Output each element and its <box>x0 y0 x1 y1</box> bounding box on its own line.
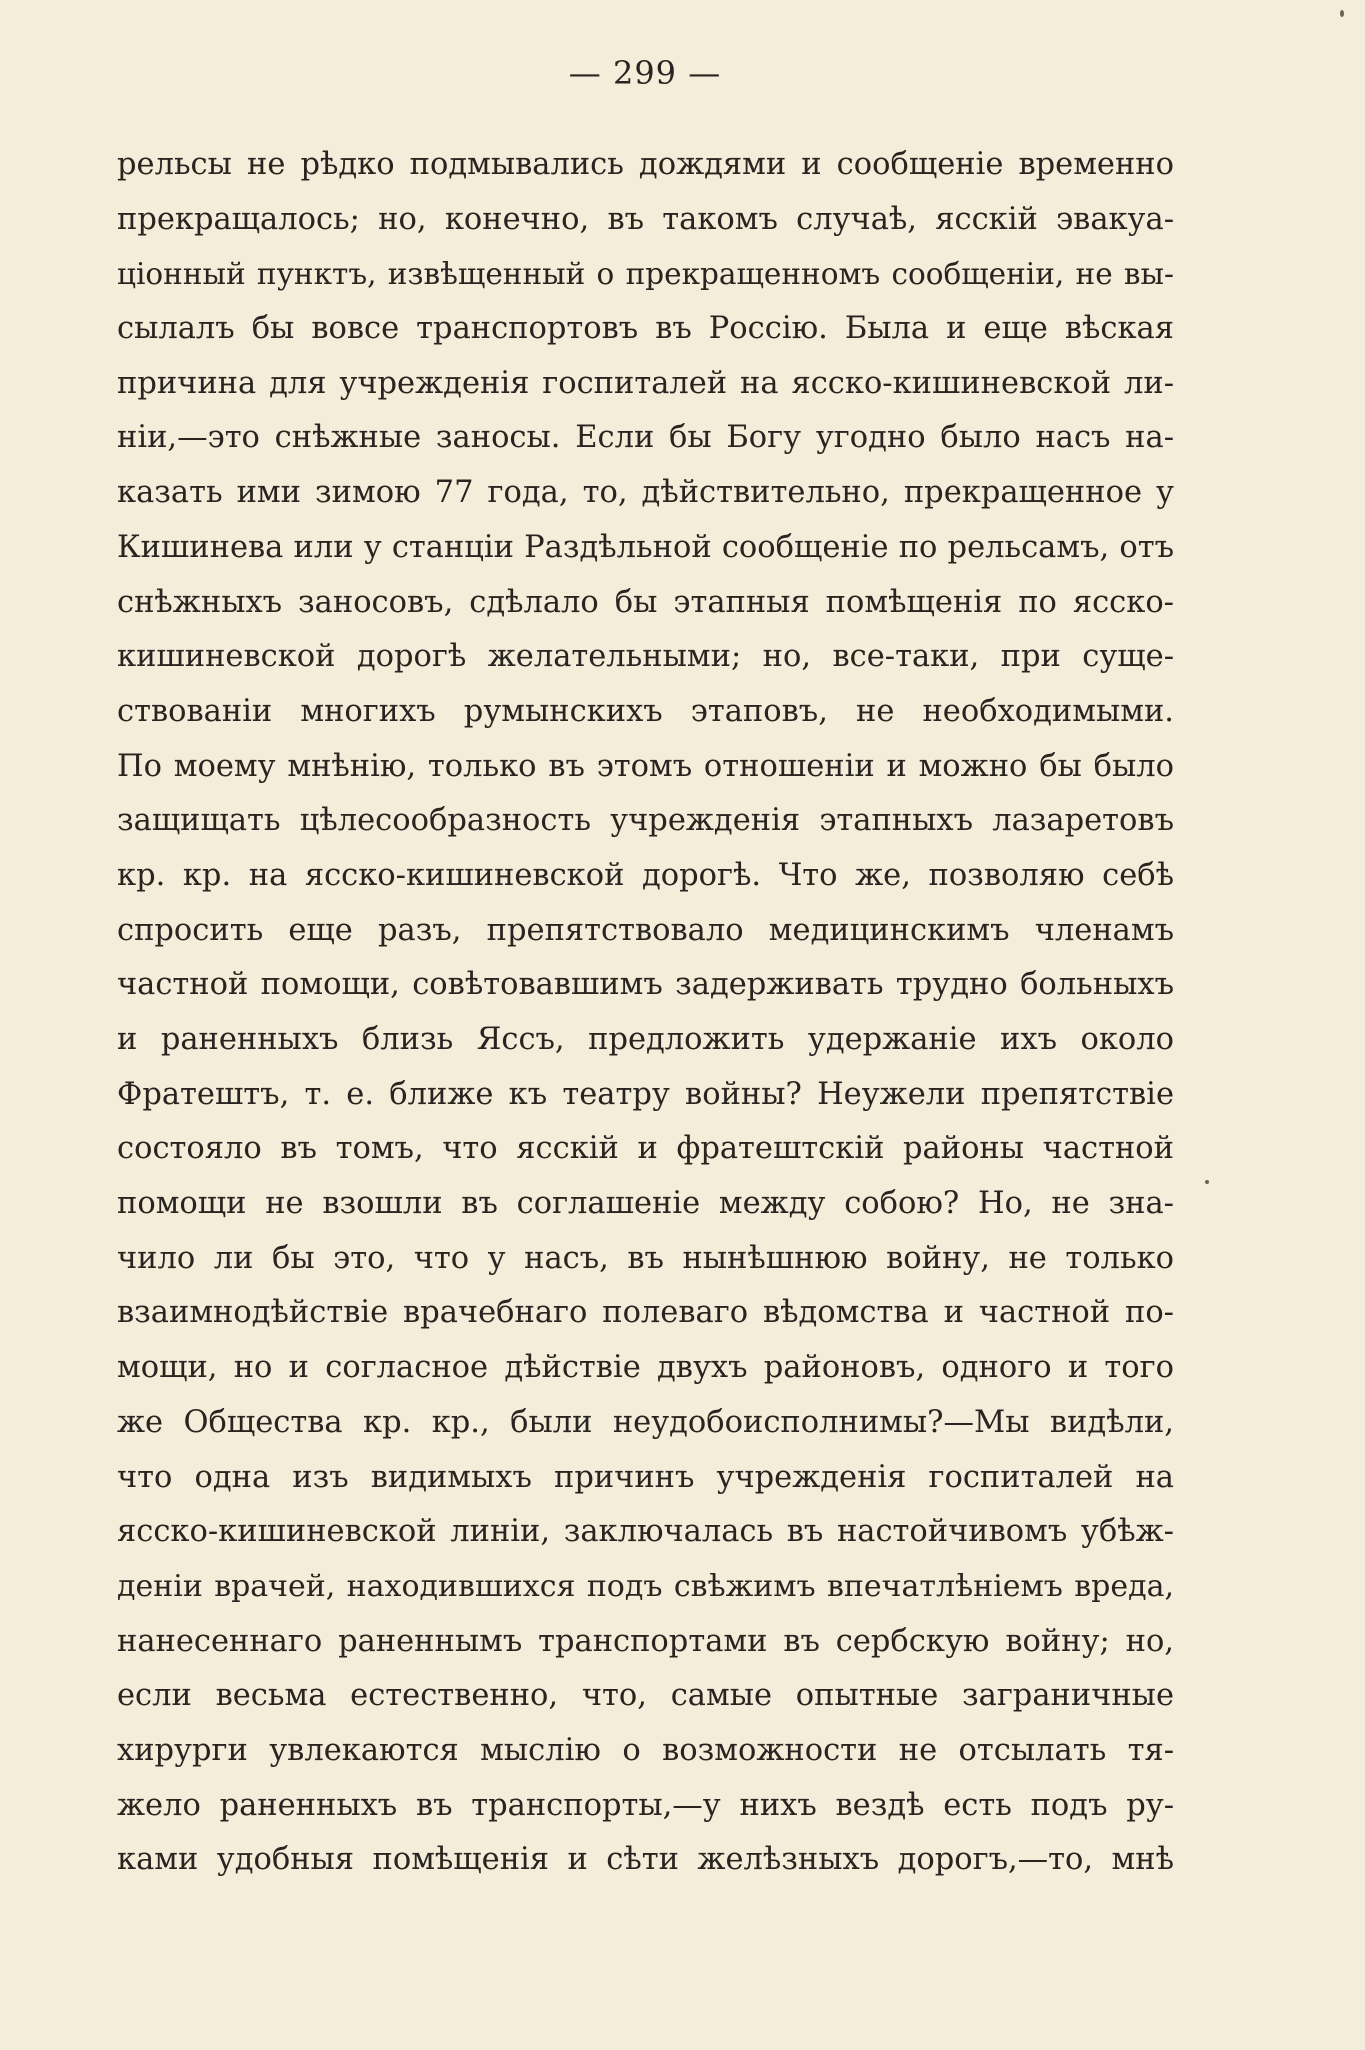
text-line: помощи не взошли въ соглашеніе между собою? Но, не зна- <box>117 1186 1174 1222</box>
text-line: мощи, но и согласное дѣйствіе двухъ районовъ, одного и того <box>117 1350 1174 1386</box>
paper-speck <box>1340 10 1344 17</box>
text-line: защищать цѣлесообразность учрежденія этапныхъ лазаретовъ <box>117 803 1174 839</box>
text-line: чило ли бы это, что у насъ, въ нынѣшнюю войну, не только <box>117 1240 1174 1276</box>
text-line: если весьма естественно, что, самые опытные заграничные <box>117 1678 1174 1714</box>
text-line: По моему мнѣнію, только въ этомъ отношеніи и можно бы было <box>117 748 1174 784</box>
text-line: ствованіи многихъ румынскихъ этаповъ, не необходимыми. <box>117 693 1174 729</box>
paper-speck <box>1205 1180 1209 1184</box>
text-line: состояло въ томъ, что ясскій и фратештскій районы частной <box>117 1131 1174 1167</box>
text-line: деніи врачей, находившихся подъ свѣжимъ впечатлѣніемъ вреда, <box>117 1568 1174 1604</box>
text-line: Кишинева или у станціи Раздѣльной сообщеніе по рельсамъ, отъ <box>117 529 1174 565</box>
text-line: казать ими зимою 77 года, то, дѣйствительно, прекращенное у <box>117 475 1174 511</box>
text-line: ніи,—это снѣжные заносы. Если бы Богу угодно было насъ на- <box>117 420 1174 456</box>
text-line: снѣжныхъ заносовъ, сдѣлало бы этапныя помѣщенія по ясско- <box>117 584 1174 620</box>
page-number: — 299 — <box>568 54 722 92</box>
text-line: спросить еще разъ, препятствовало медицинскимъ членамъ <box>117 912 1174 948</box>
text-line: частной помощи, совѣтовавшимъ задерживать трудно больныхъ <box>117 967 1174 1003</box>
text-line: взаимнодѣйствіе врачебнаго полеваго вѣдомства и частной по- <box>117 1295 1174 1331</box>
body-text <box>117 138 1174 1888</box>
text-line: что одна изъ видимыхъ причинъ учрежденія госпиталей на <box>117 1459 1174 1495</box>
text-line: ясско-кишиневской линіи, заключалась въ настойчивомъ убѣж- <box>117 1514 1174 1550</box>
text-line: ціонный пунктъ, извѣщенный о прекращенномъ сообщеніи, не вы- <box>117 257 1174 292</box>
text-line: ками удобныя помѣщенія и сѣти желѣзныхъ дорогъ,—то, мнѣ <box>117 1842 1174 1878</box>
text-line: кр. кр. на ясско-кишиневской дорогѣ. Что же, позволяю себѣ <box>117 857 1174 893</box>
text-line: Фратештъ, т. е. ближе къ театру войны? Неужели препятствіе <box>117 1076 1174 1112</box>
text-line: же Общества кр. кр., были неудобоисполнимы?—Мы видѣли, <box>117 1404 1174 1440</box>
text-line: и раненныхъ близь Яссъ, предложить удержаніе ихъ около <box>117 1022 1174 1057</box>
text-line: прекращалось; но, конечно, въ такомъ случаѣ, ясскій эвакуа- <box>117 201 1174 237</box>
text-line: нанесеннаго раненнымъ транспортами въ сербскую войну; но, <box>117 1623 1174 1659</box>
text-line: причина для учрежденія госпиталей на ясско-кишиневской ли- <box>117 365 1174 401</box>
text-line: кишиневской дорогѣ желательными; но, все-таки, при суще- <box>117 639 1174 675</box>
text-line: сылалъ бы вовсе транспортовъ въ Россію. Была и еще вѣская <box>117 311 1174 347</box>
text-line: рельсы не рѣдко подмывались дождями и сообщеніе временно <box>117 147 1174 182</box>
text-line: хирурги увлекаются мыслію о возможности не отсылать тя- <box>117 1732 1174 1768</box>
text-line: жело раненныхъ въ транспорты,—у нихъ вездѣ есть подъ ру- <box>117 1787 1174 1823</box>
